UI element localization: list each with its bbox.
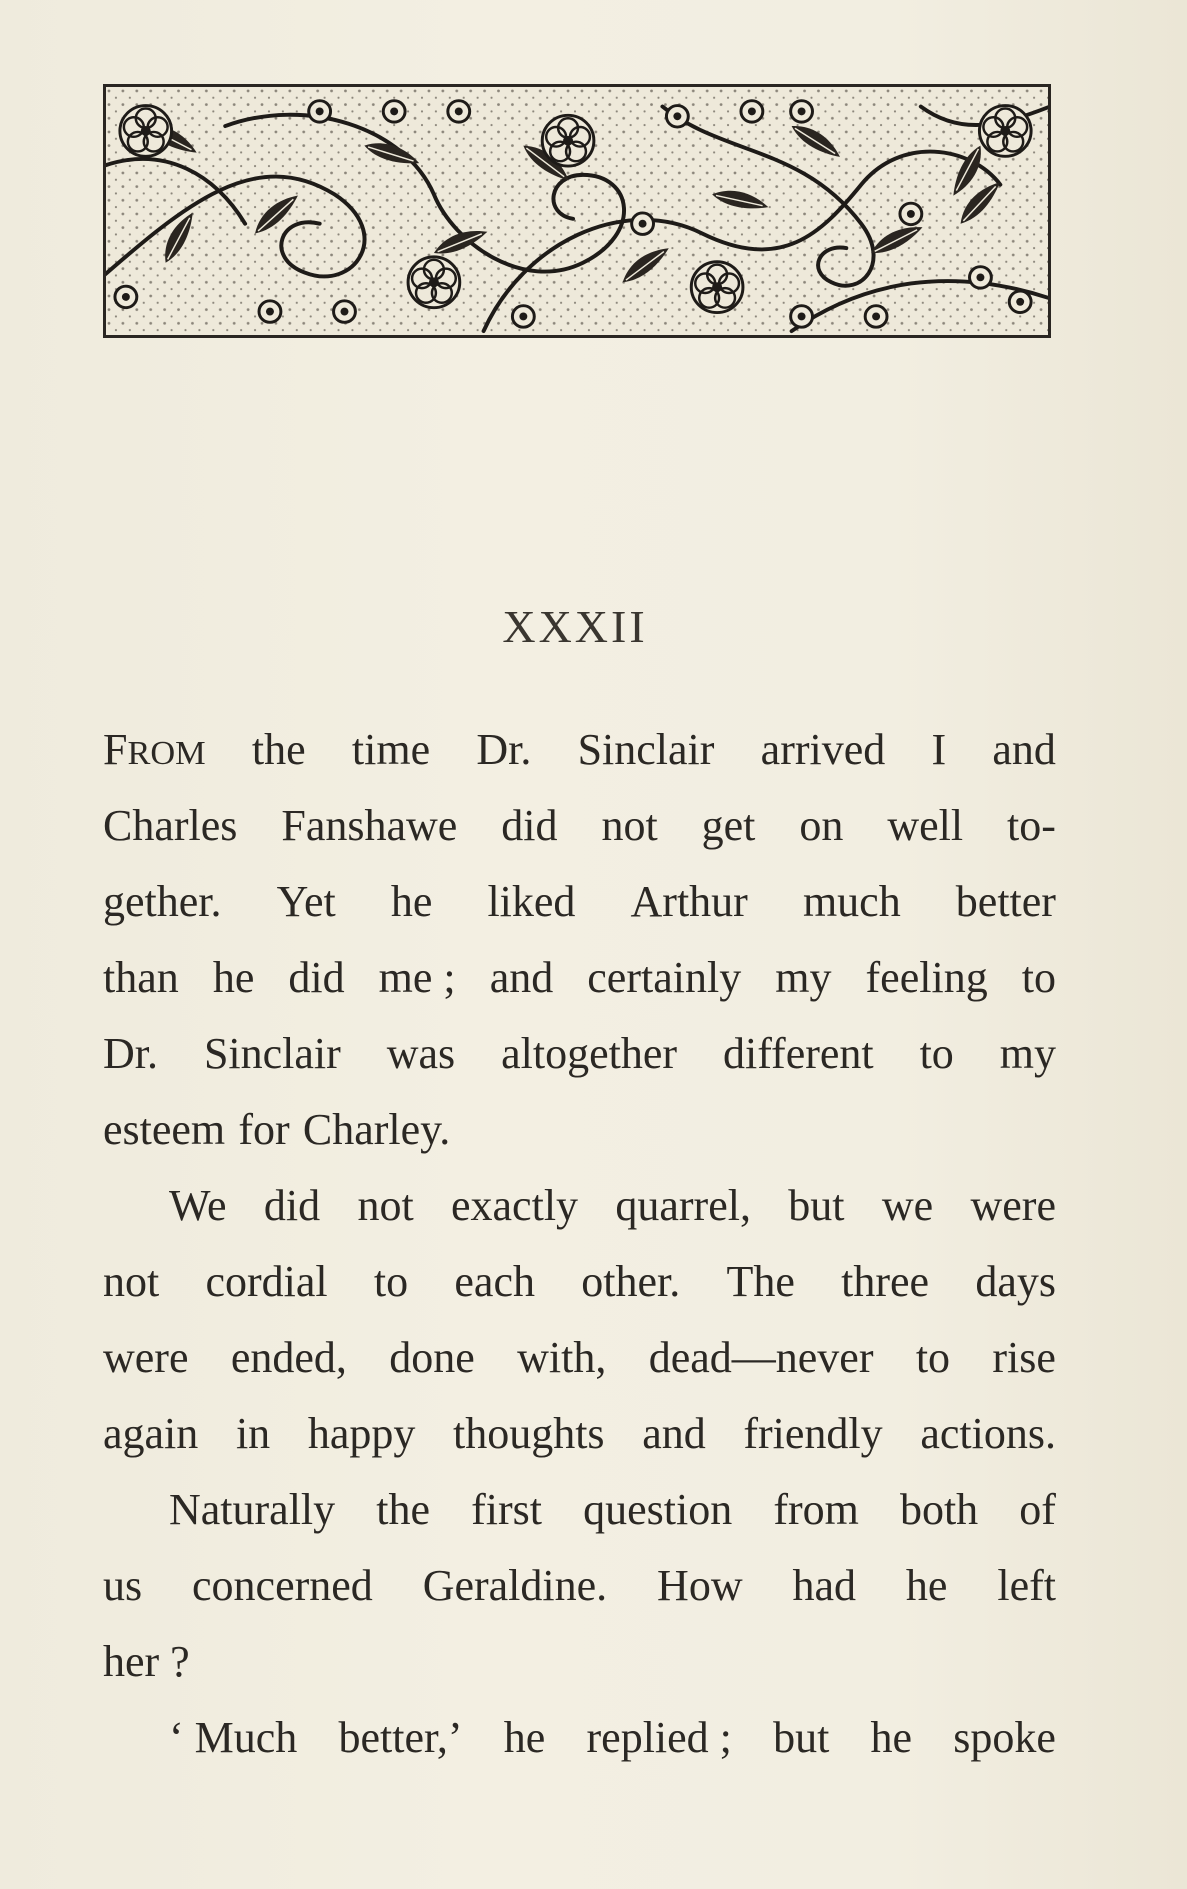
word: he — [503, 1713, 546, 1762]
word: from — [773, 1485, 859, 1534]
word: for — [238, 1105, 290, 1154]
word: than — [103, 953, 179, 1002]
word: he — [390, 877, 433, 926]
word: each — [454, 1257, 535, 1306]
word: Sinclair — [577, 725, 715, 774]
word: feeling — [865, 953, 988, 1002]
word: me ; — [378, 953, 456, 1002]
text-line — [103, 1624, 1056, 1700]
word: us — [103, 1561, 143, 1610]
word: thoughts — [452, 1409, 605, 1458]
word: days — [975, 1257, 1056, 1306]
word: friendly — [743, 1409, 883, 1458]
word: Charles — [103, 801, 238, 850]
word: altogether — [501, 1029, 678, 1078]
word: better — [955, 877, 1056, 926]
text-line — [103, 1472, 1056, 1548]
text-line — [103, 1700, 1056, 1776]
word: to — [915, 1333, 951, 1382]
chapter-body-text — [103, 712, 1056, 1776]
text-line — [103, 940, 1056, 1016]
word: quarrel, — [615, 1181, 751, 1230]
word: not — [103, 1257, 160, 1306]
word: done — [389, 1333, 475, 1382]
word: had — [792, 1561, 857, 1610]
word: well — [887, 801, 964, 850]
word: not — [357, 1181, 414, 1230]
word: of — [1019, 1485, 1056, 1534]
word: to — [919, 1029, 954, 1078]
word: did — [263, 1181, 321, 1230]
word: concerned — [192, 1561, 373, 1610]
word: did — [288, 953, 345, 1002]
word: different — [722, 1029, 874, 1078]
word: better,’ — [338, 1713, 463, 1762]
word: the — [251, 725, 306, 774]
floral-scroll-ornament — [106, 87, 1048, 335]
word: I — [931, 725, 947, 774]
text-line — [103, 1016, 1056, 1092]
word: he — [212, 953, 255, 1002]
word: ended, — [230, 1333, 347, 1382]
word: again — [103, 1409, 199, 1458]
word: to- — [1007, 801, 1056, 850]
text-line — [103, 1396, 1056, 1472]
text-line — [103, 1548, 1056, 1624]
word: not — [601, 801, 658, 850]
word: her ? — [103, 1637, 190, 1686]
word: were — [103, 1333, 189, 1382]
word: time — [351, 725, 431, 774]
word: in — [235, 1409, 271, 1458]
word: first — [471, 1485, 543, 1534]
word: other. — [581, 1257, 681, 1306]
word: Yet — [276, 877, 336, 926]
text-line — [103, 712, 1056, 788]
word: get — [701, 801, 756, 850]
word: much — [802, 877, 901, 926]
word: to — [373, 1257, 409, 1306]
word: he — [870, 1713, 913, 1762]
word: he — [905, 1561, 948, 1610]
word: replied ; — [586, 1713, 732, 1762]
word: and — [992, 725, 1056, 774]
word: did — [501, 801, 558, 850]
word: but — [788, 1181, 845, 1230]
word: Charley. — [302, 1105, 451, 1154]
word: we — [881, 1181, 934, 1230]
word: on — [799, 801, 844, 850]
text-line — [103, 1168, 1056, 1244]
text-line — [103, 1092, 1056, 1168]
text-line — [103, 788, 1056, 864]
word: Geraldine. — [422, 1561, 608, 1610]
word: and — [642, 1409, 706, 1458]
word: dead—never — [648, 1333, 874, 1382]
word: but — [773, 1713, 830, 1762]
word: exactly — [451, 1181, 579, 1230]
chapter-title: XXXII — [502, 601, 648, 652]
word: How — [657, 1561, 743, 1610]
text-line — [103, 1320, 1056, 1396]
word: arrived — [760, 725, 886, 774]
word: ‘ Much — [169, 1713, 298, 1762]
word: my — [775, 953, 832, 1002]
word: spoke — [953, 1713, 1056, 1762]
word: with, — [517, 1333, 607, 1382]
word: liked — [487, 877, 576, 926]
word: The — [726, 1257, 795, 1306]
word: left — [997, 1561, 1056, 1610]
text-line — [103, 1244, 1056, 1320]
word: Dr. — [476, 725, 532, 774]
word: actions. — [920, 1409, 1056, 1458]
word: Arthur — [630, 877, 748, 926]
word: Naturally — [169, 1485, 336, 1534]
word: cordial — [205, 1257, 328, 1306]
word: Sinclair — [203, 1029, 341, 1078]
word: esteem — [103, 1105, 226, 1154]
word: were — [970, 1181, 1056, 1230]
word: the — [376, 1485, 431, 1534]
word: Dr. — [103, 1029, 158, 1078]
word: my — [999, 1029, 1056, 1078]
word: certainly — [587, 953, 742, 1002]
word: FROM — [103, 725, 206, 774]
word: rise — [992, 1333, 1056, 1382]
word: and — [489, 953, 554, 1002]
word: question — [583, 1485, 733, 1534]
word: both — [899, 1485, 979, 1534]
word: Fanshawe — [281, 801, 458, 850]
text-line — [103, 864, 1056, 940]
word: was — [386, 1029, 456, 1078]
word: to — [1021, 953, 1056, 1002]
word: three — [841, 1257, 930, 1306]
word: We — [169, 1181, 227, 1230]
word: gether. — [103, 877, 222, 926]
word: happy — [307, 1409, 416, 1458]
ornamental-headpiece — [103, 84, 1051, 338]
